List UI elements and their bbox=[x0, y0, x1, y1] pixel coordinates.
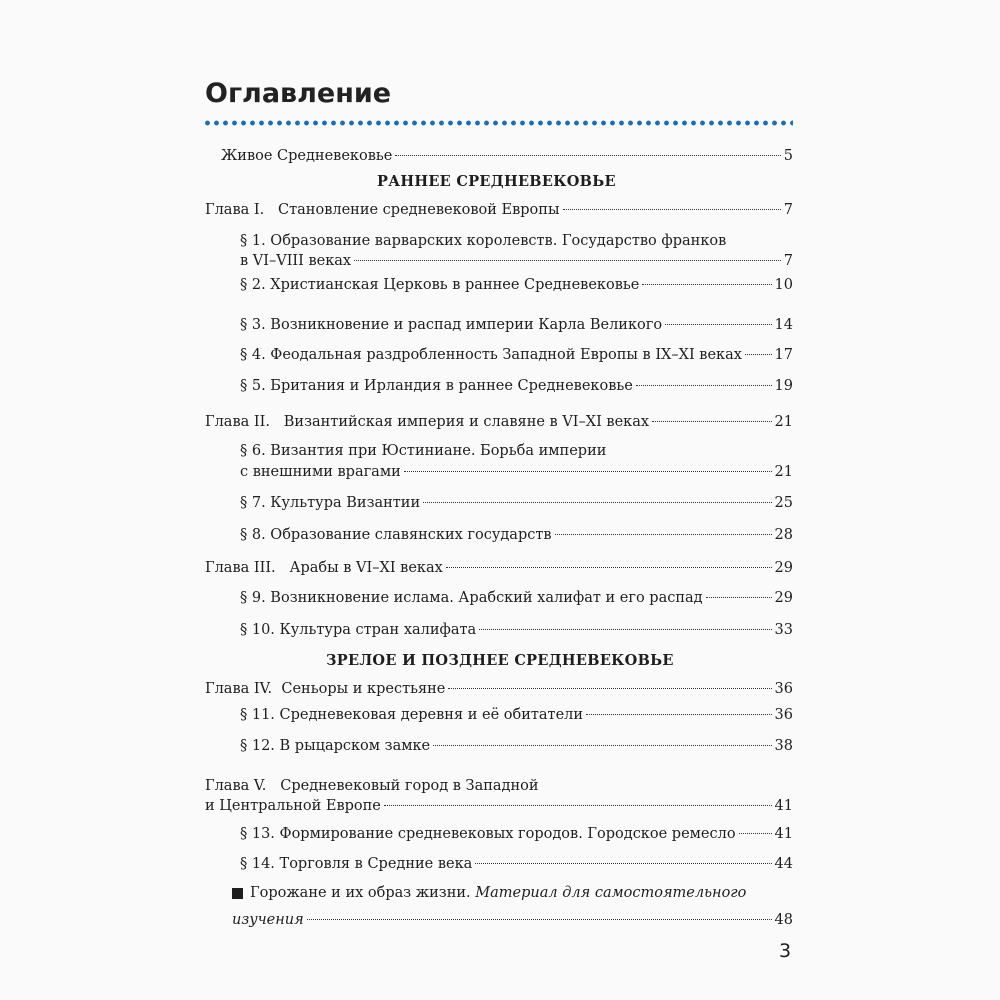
toc-entry-chapter-5[interactable]: и Центральной Европе 41 bbox=[205, 798, 793, 814]
toc-entry-section-1-line1[interactable]: § 1. Образование варварских королевств. Государство франков bbox=[240, 233, 727, 249]
toc-entry-chapter-5-line1[interactable]: Глава V. Средневековый город в Западной bbox=[205, 778, 539, 794]
toc-entry-section-1[interactable]: в VI–VIII веках 7 bbox=[240, 253, 793, 269]
toc-entry-section-5[interactable]: § 5. Британия и Ирландия в раннее Средневековье 19 bbox=[240, 378, 793, 394]
square-bullet-icon bbox=[232, 888, 243, 899]
toc-entry-section-4[interactable]: § 4. Феодальная раздробленность Западной Европы в IX–XI веках 17 bbox=[240, 347, 793, 363]
toc-entry-chapter-4[interactable]: Глава IV. Сеньоры и крестьяне 36 bbox=[205, 681, 793, 697]
dotted-divider bbox=[203, 120, 793, 126]
part-heading-early: РАННЕЕ СРЕДНЕВЕКОВЬЕ bbox=[377, 173, 616, 190]
toc-entry-extra-line1[interactable]: Горожане и их образ жизни. Материал для самостоятельного bbox=[250, 885, 747, 901]
toc-entry-section-8[interactable]: § 8. Образование славянских государств 28 bbox=[240, 527, 793, 543]
toc-entry-section-9[interactable]: § 9. Возникновение ислама. Арабский халифат и его распад 29 bbox=[240, 590, 793, 606]
toc-entry-section-13[interactable]: § 13. Формирование средневековых городов. Городское ремесло 41 bbox=[240, 826, 793, 842]
page-title: Оглавление bbox=[205, 78, 392, 109]
toc-entry-section-2[interactable]: § 2. Христианская Церковь в раннее Средневековье 10 bbox=[240, 277, 793, 293]
toc-entry-chapter-2[interactable]: Глава II. Византийская империя и славяне в VI–XI веках 21 bbox=[205, 414, 793, 430]
toc-entry-section-12[interactable]: § 12. В рыцарском замке 38 bbox=[240, 738, 793, 754]
part-heading-late: ЗРЕЛОЕ И ПОЗДНЕЕ СРЕДНЕВЕКОВЬЕ bbox=[326, 652, 674, 669]
toc-entry-section-10[interactable]: § 10. Культура стран халифата 33 bbox=[240, 622, 793, 638]
page-number: 3 bbox=[779, 940, 792, 962]
toc-entry-chapter-3[interactable]: Глава III. Арабы в VI–XI веках 29 bbox=[205, 560, 793, 576]
toc-entry-section-3[interactable]: § 3. Возникновение и распад империи Карла Великого 14 bbox=[240, 317, 793, 333]
toc-entry-section-14[interactable]: § 14. Торговля в Средние века 44 bbox=[240, 856, 793, 872]
toc-entry-section-7[interactable]: § 7. Культура Византии 25 bbox=[240, 495, 793, 511]
toc-entry-section-11[interactable]: § 11. Средневековая деревня и её обитатели 36 bbox=[240, 707, 793, 723]
toc-entry-section-6[interactable]: с внешними врагами 21 bbox=[240, 464, 793, 480]
toc-entry-intro[interactable]: Живое Средневековье 5 bbox=[221, 148, 793, 164]
toc-entry-extra[interactable]: изучения 48 bbox=[232, 912, 793, 928]
toc-entry-section-6-line1[interactable]: § 6. Византия при Юстиниане. Борьба империи bbox=[240, 443, 607, 459]
toc-entry-chapter-1[interactable]: Глава I. Становление средневековой Европы 7 bbox=[205, 202, 793, 218]
